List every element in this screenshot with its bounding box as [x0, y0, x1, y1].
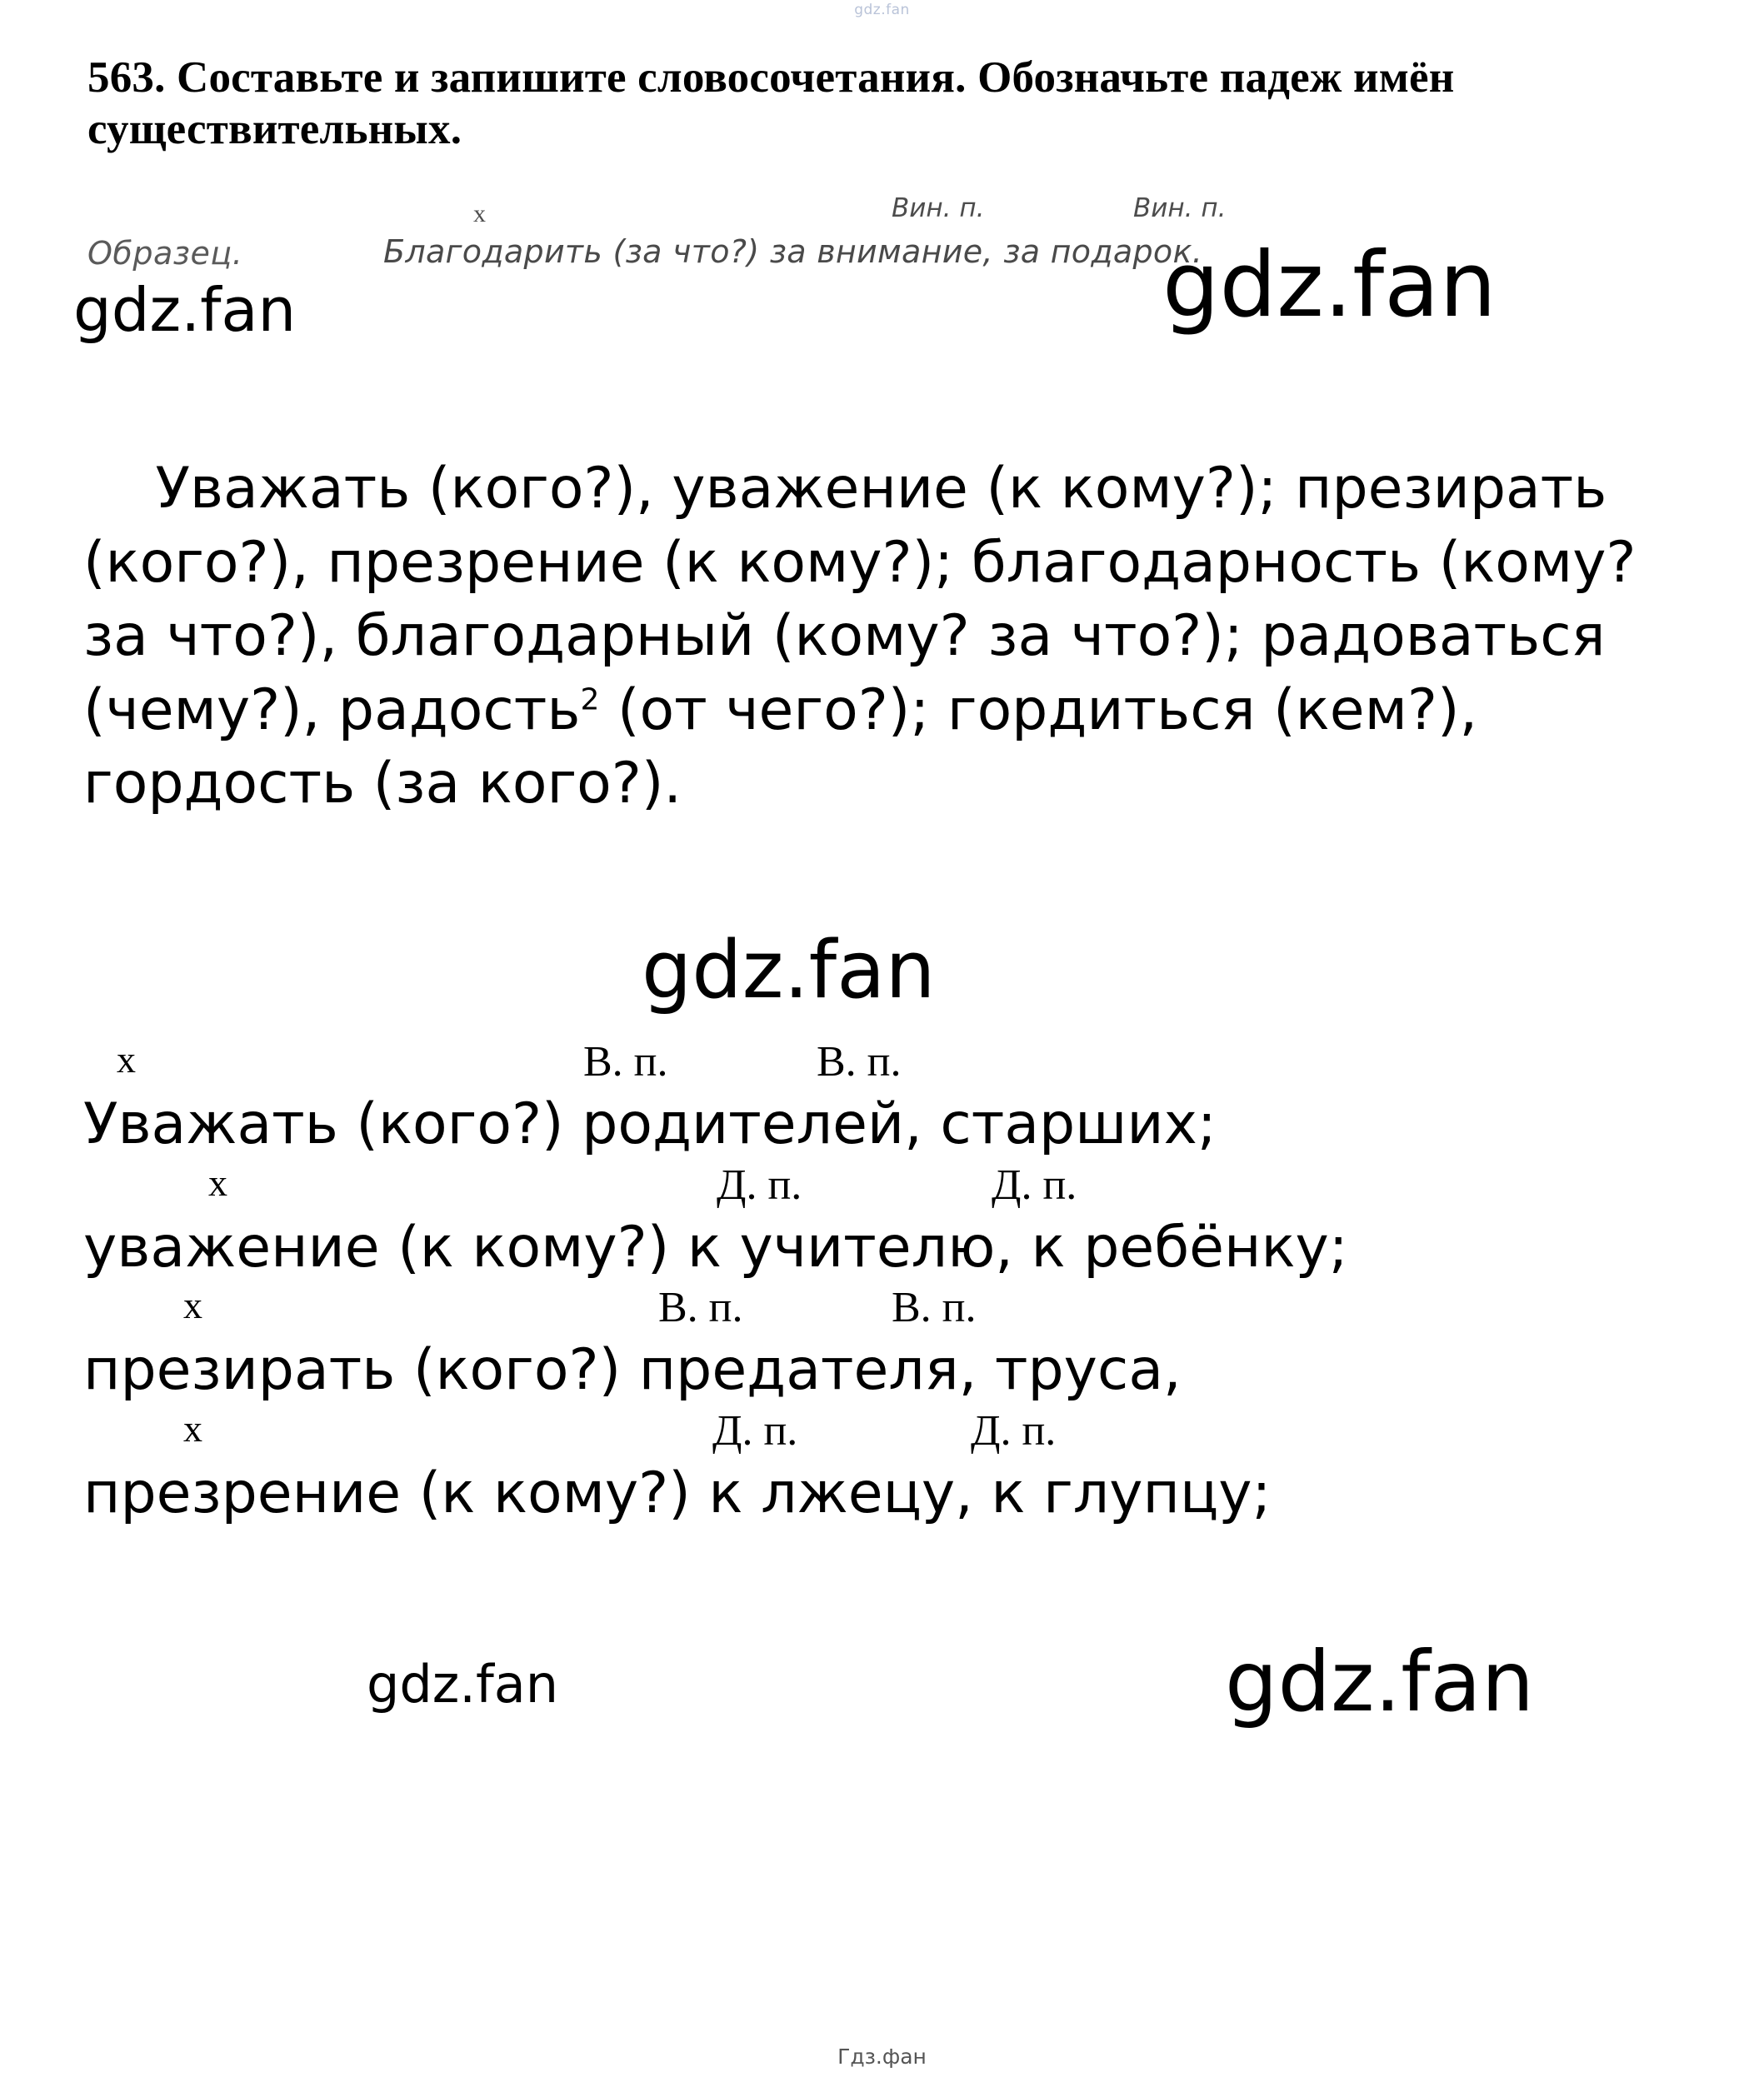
case-label: Д. п.	[717, 1161, 802, 1209]
sample-block	[87, 193, 1296, 281]
exercise-text-content: Уважать (кого?), уважение (к кому?); презирать (кого?), презрение (к кому?); благодарность (кому? за что?), благодарный (кому? за что?); радоваться (чему?), радость$^2$ (от чего?); гордиться (кем?), гордость (за кого?).	[83, 456, 1655, 816]
case-label: В. п.	[658, 1284, 743, 1332]
sample-case-1: Вин. п.	[892, 193, 985, 223]
sample-text: Благодарить (за что?) за внимание, за подарок.	[383, 233, 1203, 270]
watermark-overlay-4: gdz.fan	[367, 1654, 559, 1715]
sample-x-mark: х	[473, 200, 486, 227]
head-word-x-mark: х	[117, 1038, 136, 1081]
case-marks-row	[83, 1161, 1692, 1212]
answer-line: Уважать (кого?) родителей, старших;	[83, 1091, 1217, 1157]
head-word-x-mark: х	[208, 1161, 227, 1204]
case-label: Д. п.	[992, 1161, 1077, 1209]
answer-line: уважение (к кому?) к учителю, к ребёнку;	[83, 1214, 1348, 1281]
case-label: Д. п.	[712, 1407, 798, 1455]
sample-case-2: Вин. п.	[1133, 193, 1227, 223]
case-label: Д. п.	[971, 1407, 1057, 1455]
sample-label: Образец.	[87, 235, 243, 272]
case-label: В. п.	[583, 1038, 668, 1086]
top-watermark: gdz.fan	[854, 2, 910, 18]
watermark-overlay-2: gdz.fan	[1162, 233, 1497, 337]
case-marks-row	[83, 1406, 1692, 1458]
answer-line: презирать (кого?) предателя, труса,	[83, 1337, 1182, 1404]
case-marks-row	[83, 1283, 1692, 1335]
case-marks-row	[83, 1037, 1692, 1089]
task-heading: 563. Составьте и запишите словосочетания. Обозначьте падеж имён существительных.	[87, 53, 1455, 153]
morphemic-analysis-marker: 2	[580, 682, 600, 716]
head-word-x-mark: х	[183, 1284, 202, 1327]
case-label: В. п.	[892, 1284, 977, 1332]
watermark-overlay-5: gdz.fan	[1225, 1633, 1535, 1730]
bottom-watermark: Гдз.фан	[837, 2045, 927, 2069]
watermark-overlay-3: gdz.fan	[642, 925, 936, 1016]
exercise-text	[83, 379, 1692, 895]
head-word-x-mark: х	[183, 1407, 202, 1450]
answer-section	[83, 1037, 1692, 1530]
watermark-overlay-1: gdz.fan	[73, 275, 297, 345]
answer-line: презрение (к кому?) к лжецу, к глупцу;	[83, 1460, 1272, 1527]
case-label: В. п.	[817, 1038, 902, 1086]
